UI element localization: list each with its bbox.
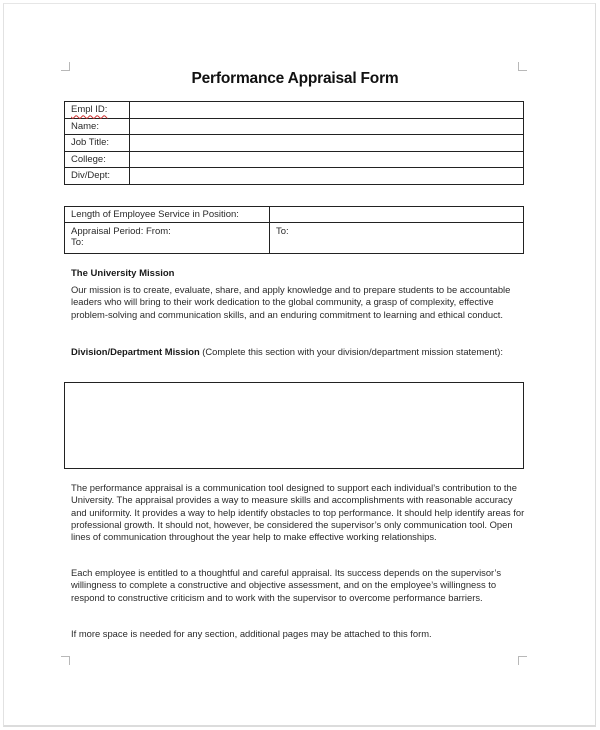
college-label: College: bbox=[65, 151, 130, 168]
document-title: Performance Appraisal Form bbox=[191, 70, 399, 87]
appraisal-period-to-cell[interactable] bbox=[270, 223, 524, 254]
table-row-appraisal-period bbox=[65, 223, 524, 254]
length-of-service-field[interactable] bbox=[270, 207, 524, 223]
div-dept-label: Div/Dept: bbox=[65, 168, 130, 185]
table-row-college bbox=[65, 151, 524, 168]
margin-corner-bottom-right-icon bbox=[518, 656, 527, 665]
name-field[interactable] bbox=[130, 118, 524, 135]
name-label: Name: bbox=[65, 118, 130, 135]
appraisal-period-to-label-right: To: bbox=[276, 226, 289, 237]
department-mission-heading: Division/Department Mission bbox=[71, 346, 200, 357]
college-field[interactable] bbox=[130, 151, 524, 168]
margin-corner-bottom-left-icon bbox=[61, 656, 70, 665]
department-mission-field[interactable] bbox=[64, 382, 524, 469]
department-mission-instruction: (Complete this section with your division/department mission statement): bbox=[199, 346, 503, 357]
appraisal-period-from-cell[interactable] bbox=[65, 223, 270, 254]
university-mission-text: Our mission is to create, evaluate, share, and apply knowledge and to prepare students to be accountable leaders who will bring to their work dedication to the global community, a grasp of complexity, effective problem-solving and communication skills, and an enduring commitment to learning and ethical conduct. bbox=[71, 284, 511, 320]
table-row-length-of-service bbox=[65, 207, 524, 223]
table-row-empl-id bbox=[65, 102, 524, 119]
additional-pages-note: If more space is needed for any section, additional pages may be attached to this form. bbox=[71, 628, 432, 639]
appraisal-period-from-label: Appraisal Period: From: bbox=[71, 226, 171, 237]
table-row-name bbox=[65, 118, 524, 135]
job-title-field[interactable] bbox=[130, 135, 524, 152]
table-row-job-title bbox=[65, 135, 524, 152]
empl-id-label-text: Empl ID: bbox=[71, 104, 108, 116]
div-dept-field[interactable] bbox=[130, 168, 524, 185]
empl-id-label bbox=[65, 102, 130, 119]
empl-id-field[interactable] bbox=[130, 102, 524, 119]
appraisal-period-to-label-left: To: bbox=[71, 237, 84, 248]
university-mission-heading: The University Mission bbox=[71, 268, 175, 279]
employee-info-table bbox=[64, 101, 524, 185]
department-mission-prompt bbox=[71, 346, 526, 358]
job-title-label: Job Title: bbox=[65, 135, 130, 152]
length-of-service-label: Length of Employee Service in Position: bbox=[65, 207, 270, 223]
service-period-table bbox=[64, 206, 524, 254]
appraisal-purpose-paragraph: The performance appraisal is a communication tool designed to support each individual’s contribution to the University. The appraisal provides a way to measure skills and accomplishments with reasonable accuracy and uniformity. It provides a way to help identify obstacles to top performance. It should help identify areas for professional growth. It should not, however, be considered the supervisor’s only communication tool. Open lines of communication throughout the year help to make effective working relationships. bbox=[71, 482, 525, 543]
employee-entitlement-paragraph: Each employee is entitled to a thoughtful and careful appraisal. Its success depends on the supervisor’s willingness to complete a constructive and objective assessment, and on the employee’s willingness to respond to constructive criticism and to work with the supervisor to overcome performance barriers. bbox=[71, 567, 502, 603]
table-row-div-dept bbox=[65, 168, 524, 185]
